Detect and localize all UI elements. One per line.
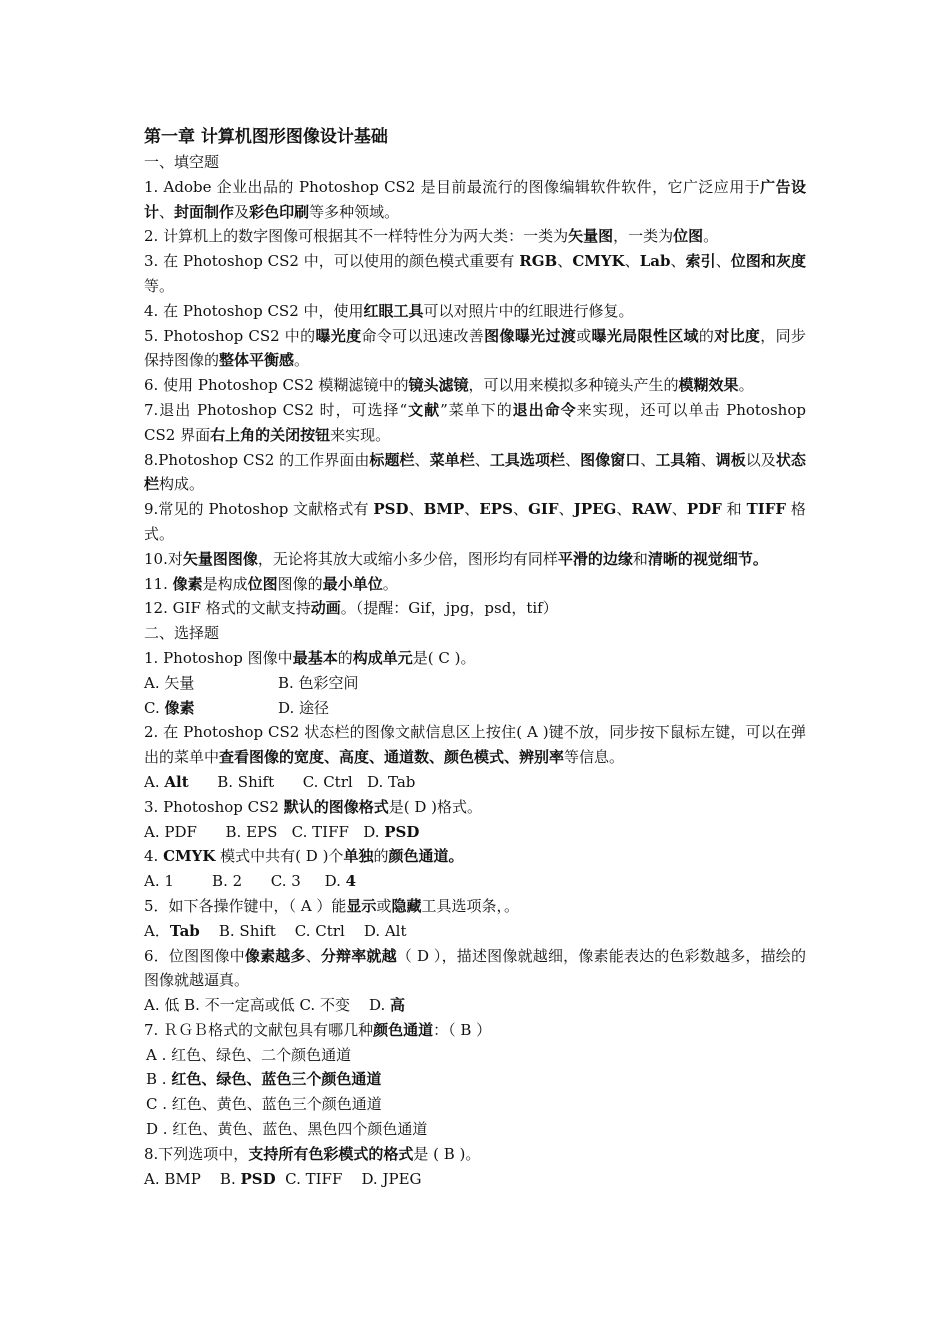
bold-text: PSD bbox=[240, 1169, 276, 1188]
choice-question bbox=[144, 844, 806, 869]
bold-text: 矢量图 bbox=[568, 227, 614, 246]
options-line bbox=[144, 820, 806, 845]
choice-question bbox=[144, 894, 806, 919]
bold-text: 曝光度 bbox=[315, 326, 362, 345]
text: 格式。 bbox=[144, 500, 806, 543]
bold-text: PSD bbox=[384, 822, 420, 841]
bold-text: 红色、绿色、蓝色三个颜色通道 bbox=[171, 1070, 382, 1089]
fill-question bbox=[144, 497, 806, 547]
text: 、 bbox=[616, 500, 632, 519]
option bbox=[144, 696, 278, 721]
bold-text: EPS bbox=[479, 500, 513, 519]
choice-question bbox=[144, 1018, 806, 1043]
bold-text: 索引 bbox=[685, 252, 716, 271]
text: ，同步保持图像的 bbox=[144, 326, 806, 370]
options-line bbox=[144, 919, 806, 944]
bold-text: 颜色通道 bbox=[373, 1020, 434, 1039]
option bbox=[144, 1117, 806, 1142]
bold-text: RAW bbox=[631, 500, 672, 519]
text: 图像的 bbox=[277, 574, 323, 593]
text: 及 bbox=[234, 202, 250, 221]
bold-text: 模糊效果 bbox=[678, 376, 739, 395]
text: 和 bbox=[632, 549, 648, 568]
text: 、 bbox=[305, 946, 321, 965]
bold-text: 整体平衡感 bbox=[219, 351, 295, 370]
text: 10.对 bbox=[144, 549, 183, 568]
text: 、 bbox=[408, 500, 424, 519]
options-line bbox=[144, 770, 806, 795]
text: 、 bbox=[414, 450, 430, 469]
text: 等信息。 bbox=[564, 748, 625, 767]
bold-text: 位图 bbox=[247, 574, 278, 593]
fill-question bbox=[144, 448, 806, 498]
section-heading-choice: 二、选择题 bbox=[144, 624, 220, 643]
bold-text: 状态栏 bbox=[144, 450, 806, 494]
bold-text: TIFF bbox=[746, 500, 787, 519]
bold-text: Alt bbox=[164, 772, 189, 791]
text: 以及 bbox=[745, 450, 776, 469]
text: 、 bbox=[640, 450, 656, 469]
section-heading-fill: 一、填空题 bbox=[144, 153, 220, 171]
bold-text: 构成单元 bbox=[352, 648, 413, 667]
text: 5. Photoshop CS2 中的 bbox=[144, 326, 316, 345]
bold-text: 对比度 bbox=[714, 326, 761, 345]
bold-text: 封面制作 bbox=[174, 202, 235, 221]
text: 构成。 bbox=[159, 475, 205, 494]
option bbox=[278, 696, 329, 721]
text: 、 bbox=[159, 202, 175, 221]
text: 、 bbox=[670, 252, 686, 271]
option bbox=[278, 671, 359, 696]
text: 来实现。 bbox=[330, 425, 391, 444]
bold-text: 矢量图图像 bbox=[182, 549, 258, 568]
choice-question bbox=[144, 1142, 806, 1167]
text: 2. 计算机上的数字图像可根据其不一样特性分为两大类：一类为 bbox=[144, 227, 569, 246]
text: ，可以用来模拟多种镜头产生的 bbox=[468, 376, 679, 395]
bold-text: 隐藏 bbox=[391, 896, 422, 915]
bold-text: 位图 bbox=[673, 227, 704, 246]
bold-text: Lab bbox=[639, 252, 671, 271]
option bbox=[144, 1043, 806, 1068]
text: A. 矢量 bbox=[144, 673, 195, 692]
bold-text: GIF bbox=[528, 500, 559, 519]
bold-text: 图像曝光过渡 bbox=[484, 326, 577, 345]
bold-text: 显示 bbox=[346, 896, 377, 915]
text: A. 1 B. 2 C. 3 D. bbox=[144, 872, 346, 891]
chapter-title: 第一章 计算机图形图像设计基础 bbox=[144, 127, 388, 147]
text: C. bbox=[144, 698, 165, 717]
bold-text: 高 bbox=[390, 996, 406, 1015]
bold-text: 像素越多 bbox=[244, 946, 306, 965]
text: 。 bbox=[703, 227, 719, 246]
bold-text: 单独 bbox=[343, 847, 374, 866]
options-row bbox=[144, 696, 806, 721]
bold-text: 图像窗口 bbox=[580, 450, 641, 469]
text: B . bbox=[146, 1070, 172, 1089]
text: B. Shift C. Ctrl D. Alt bbox=[199, 921, 407, 940]
options-line bbox=[144, 1167, 806, 1192]
choice-question bbox=[144, 795, 806, 820]
bold-text: 文献 bbox=[407, 400, 441, 419]
text: 。（提醒：Gif，jpg，psd，tif） bbox=[340, 599, 558, 618]
bold-text: 最基本 bbox=[292, 648, 338, 667]
bold-text: PSD bbox=[373, 500, 409, 519]
fill-question bbox=[144, 572, 806, 597]
bold-text: 镜头滤镜 bbox=[408, 376, 469, 395]
text: 、 bbox=[512, 500, 529, 519]
fill-question bbox=[144, 398, 806, 448]
text: 、 bbox=[715, 252, 731, 271]
bold-text: 动画 bbox=[310, 599, 341, 618]
text: 模式中共有( D )个 bbox=[215, 847, 344, 866]
text: 、 bbox=[671, 500, 687, 519]
text: 、 bbox=[558, 500, 574, 519]
bold-text: 最小单位 bbox=[322, 574, 383, 593]
bold-text: 像素 bbox=[164, 698, 195, 717]
text: C. TIFF D. JPEG bbox=[275, 1169, 422, 1188]
text: B. Shift C. Ctrl D. Tab bbox=[188, 772, 416, 791]
bold-text: CMYK bbox=[163, 847, 216, 866]
choice-question bbox=[144, 646, 806, 671]
text: 8.下列选项中， bbox=[144, 1144, 249, 1163]
text: 6．位图图像中 bbox=[144, 946, 245, 965]
options-row bbox=[144, 671, 806, 696]
text: 、 bbox=[474, 450, 490, 469]
text: 、 bbox=[624, 252, 640, 271]
text: 7.退出 Photoshop CS2 时，可选择“ bbox=[144, 400, 408, 419]
text: 3. Photoshop CS2 bbox=[144, 797, 284, 816]
fill-in-questions bbox=[144, 175, 806, 621]
bold-text: 平滑的边缘 bbox=[557, 549, 633, 568]
text: 、 bbox=[565, 450, 581, 469]
bold-text: 位图和灰度 bbox=[730, 252, 806, 271]
bold-text: 工具箱 bbox=[655, 450, 701, 469]
text: 、 bbox=[700, 450, 716, 469]
text: 是 ( B )。 bbox=[413, 1144, 481, 1163]
text: 等多种领域。 bbox=[309, 202, 400, 221]
text: （ D ），描述图像就越细，像素能表达的色彩数越多，描绘的图像就越逼真。 bbox=[144, 946, 806, 990]
bold-text: PDF bbox=[686, 500, 722, 519]
bold-text: Tab bbox=[169, 921, 200, 940]
text: ”菜单下的 bbox=[440, 400, 513, 419]
text: A. bbox=[144, 772, 165, 791]
text: 的 bbox=[337, 648, 353, 667]
text: 或 bbox=[576, 326, 592, 345]
text: 和 bbox=[721, 500, 747, 519]
bold-text: 颜色通道。 bbox=[388, 847, 464, 866]
bold-text: 右上角的关闭按钮 bbox=[210, 425, 331, 444]
text: 等。 bbox=[144, 276, 175, 295]
text: 是( C )。 bbox=[412, 648, 476, 667]
text: B. 色彩空间 bbox=[278, 673, 359, 692]
text: 3. 在 Photoshop CS2 中，可以使用的颜色模式重要有 bbox=[144, 252, 520, 271]
text: 或 bbox=[376, 896, 392, 915]
text: D. 途径 bbox=[278, 698, 330, 717]
bold-text: 支持所有色彩模式的格式 bbox=[248, 1144, 414, 1163]
fill-question bbox=[144, 373, 806, 398]
text: C . 红色、黄色、蓝色三个颜色通道 bbox=[146, 1095, 382, 1114]
choice-question bbox=[144, 720, 806, 770]
text: ，一类为 bbox=[613, 227, 674, 246]
text: 、 bbox=[557, 252, 573, 271]
text: ：（ B ） bbox=[433, 1020, 492, 1039]
bold-text: 标题栏 bbox=[369, 450, 415, 469]
text: 可以对照片中的红眼进行修复。 bbox=[423, 301, 634, 320]
text: 11. bbox=[144, 574, 173, 593]
text: 。 bbox=[294, 351, 310, 370]
bold-text: 工具选项栏 bbox=[489, 450, 566, 469]
bold-text: 菜单栏 bbox=[429, 450, 475, 469]
bold-text: 4 bbox=[345, 872, 357, 891]
text: 12. GIF 格式的文献支持 bbox=[144, 599, 311, 618]
text: 4. 在 Photoshop CS2 中，使用 bbox=[144, 301, 364, 320]
bold-text: JPEG bbox=[573, 500, 617, 519]
bold-text: 彩色印刷 bbox=[249, 202, 310, 221]
choice-questions bbox=[144, 646, 806, 1192]
text: A. BMP B. bbox=[144, 1169, 241, 1188]
fill-question bbox=[144, 224, 806, 249]
bold-text: 默认的图像格式 bbox=[283, 797, 389, 816]
fill-question bbox=[144, 324, 806, 374]
bold-text: 像素 bbox=[172, 574, 203, 593]
text: 。 bbox=[738, 376, 754, 395]
bold-text: 查看图像的宽度、高度、通道数、颜色模式、辨别率 bbox=[219, 748, 565, 767]
text: 4. bbox=[144, 847, 164, 866]
text: 是构成 bbox=[202, 574, 248, 593]
text: 。 bbox=[382, 574, 398, 593]
text: 的 bbox=[373, 847, 389, 866]
text: 来实现，还可以单击 Photoshop CS2 界面 bbox=[144, 400, 806, 444]
text: 的 bbox=[698, 326, 715, 345]
text: 5．如下各操作键中，（ A ）能 bbox=[144, 896, 347, 915]
bold-text: 广告设计 bbox=[144, 177, 806, 221]
text: 2. 在 Photoshop CS2 状态栏的图像文献信息区上按住( A )键不放，同步按下鼠标左键，可以在弹出的菜单中 bbox=[144, 723, 806, 767]
options-line bbox=[144, 869, 806, 894]
bold-text: 调板 bbox=[715, 450, 746, 469]
text: ，无论将其放大或缩小多少倍，图形均有同样 bbox=[257, 549, 558, 568]
text: 7. ＲＧＢ格式的文献包具有哪几种 bbox=[144, 1020, 374, 1039]
bold-text: 分辩率就越 bbox=[320, 946, 397, 965]
options-line bbox=[144, 993, 806, 1018]
text: A. PDF B. EPS C. TIFF D. bbox=[144, 822, 385, 841]
text: 是( D )格式。 bbox=[388, 797, 483, 816]
text: D . 红色、黄色、蓝色、黑色四个颜色通道 bbox=[146, 1120, 428, 1139]
fill-question bbox=[144, 249, 806, 299]
bold-text: 清晰的视觉细节。 bbox=[647, 549, 768, 568]
text: A． bbox=[144, 921, 170, 940]
fill-question bbox=[144, 299, 806, 324]
bold-text: BMP bbox=[423, 500, 465, 519]
text: A. 低 B. 不一定高或低 C. 不变 D. bbox=[144, 996, 391, 1015]
text: 工具选项条，。 bbox=[421, 896, 519, 915]
bold-text: 退出命令 bbox=[512, 400, 577, 419]
option bbox=[144, 1067, 806, 1092]
text: 命令可以迅速改善 bbox=[361, 326, 485, 345]
document-page bbox=[144, 124, 806, 1191]
text: A . 红色、绿色、二个颜色通道 bbox=[146, 1045, 352, 1064]
text: 9.常见的 Photoshop 文献格式有 bbox=[144, 500, 374, 519]
bold-text: RGB bbox=[519, 252, 558, 271]
fill-question bbox=[144, 175, 806, 225]
text: 、 bbox=[464, 500, 480, 519]
fill-question bbox=[144, 596, 806, 621]
bold-text: 红眼工具 bbox=[363, 301, 424, 320]
text: 1. Adobe 企业出品的 Photoshop CS2 是目前最流行的图像编辑软件软件，它广泛应用于 bbox=[144, 177, 761, 196]
option bbox=[144, 1092, 806, 1117]
text: 8.Photoshop CS2 的工作界面由 bbox=[144, 450, 370, 469]
fill-question bbox=[144, 547, 806, 572]
option bbox=[144, 671, 278, 696]
text: 1. Photoshop 图像中 bbox=[144, 648, 293, 667]
choice-question bbox=[144, 944, 806, 994]
text: 6. 使用 Photoshop CS2 模糊滤镜中的 bbox=[144, 376, 409, 395]
bold-text: 曝光局限性区域 bbox=[591, 326, 699, 345]
bold-text: CMYK bbox=[572, 252, 625, 271]
